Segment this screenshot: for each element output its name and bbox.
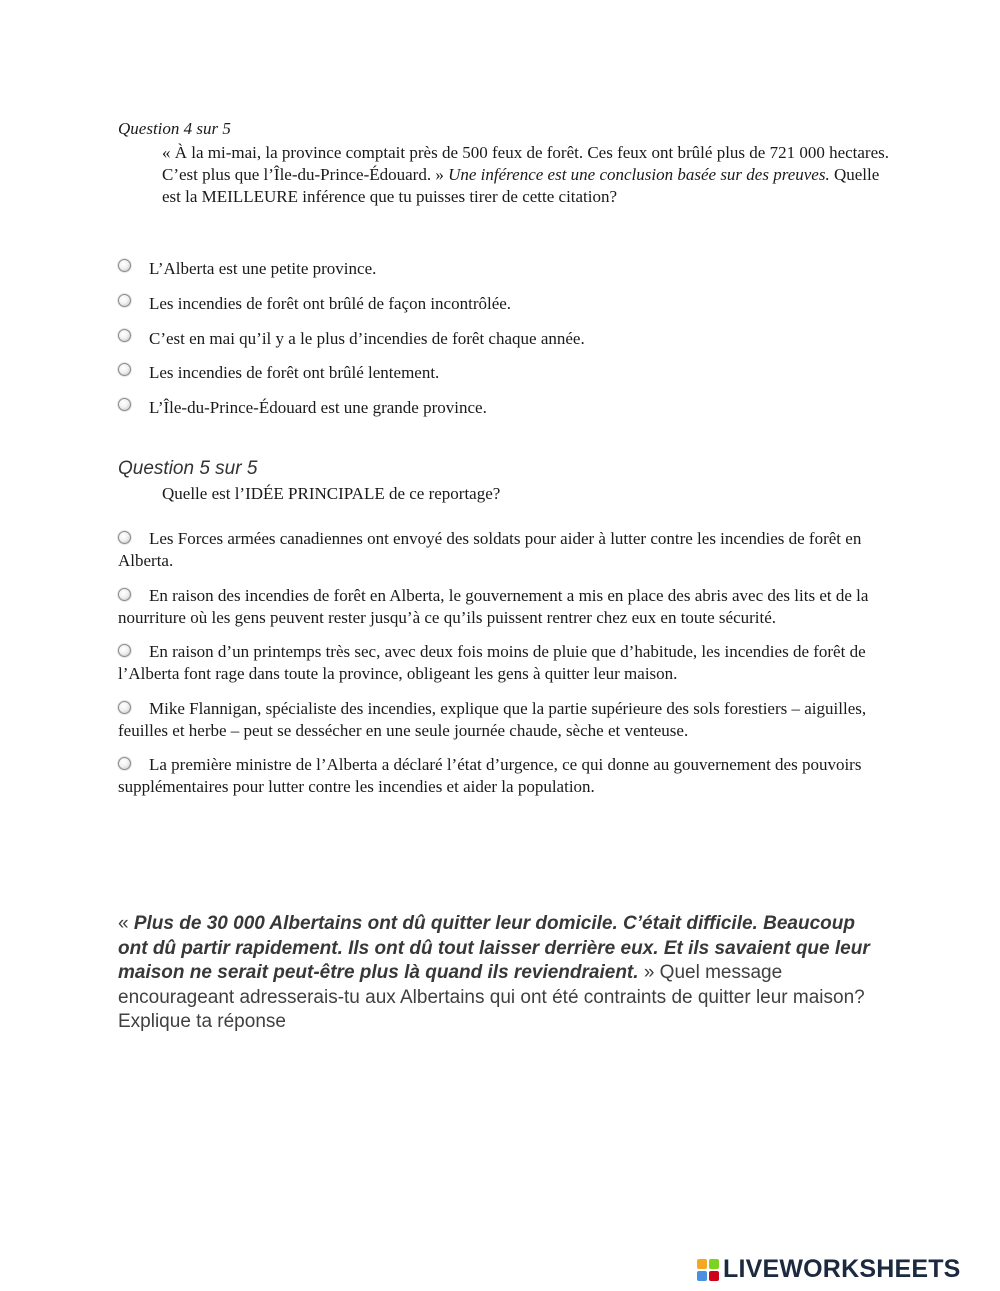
radio-button-icon[interactable] — [118, 259, 131, 272]
open-quote-mark: « — [118, 913, 134, 934]
radio-button-icon[interactable] — [118, 757, 131, 770]
logo-block — [697, 1271, 707, 1281]
question-5-option-4[interactable] — [118, 698, 878, 742]
question-5-option-1[interactable] — [118, 528, 878, 572]
question-4-option-2[interactable] — [118, 289, 878, 324]
question-4-option-5[interactable] — [118, 393, 878, 428]
radio-button-icon[interactable] — [118, 329, 131, 342]
logo-block — [697, 1259, 707, 1269]
liveworksheets-logo — [697, 1255, 961, 1284]
option-label: Les incendies de forêt ont brûlé de façon incontrôlée. — [149, 293, 512, 313]
question-4-prompt-part2: Quelle est la MEILLEURE inférence que tu puisses tirer de cette citation? — [162, 165, 880, 206]
question-4-title: Question 4 sur 5 — [118, 119, 231, 138]
option-label: C’est en mai qu’il y a le plus d’incendies de forêt chaque année. — [149, 328, 585, 348]
option-label: La première ministre de l’Alberta a déclaré l’état d’urgence, ce qui donne au gouvernement des pouvoirs supplémentaires pour lutter contre les incendies et aider la population. — [118, 755, 862, 796]
logo-block — [709, 1259, 719, 1269]
open-question-text: » Quel message encourageant adresserais-tu aux Albertains qui ont été contraints de quitter leur maison? Explique ta réponse — [118, 962, 865, 1032]
radio-button-icon[interactable] — [118, 398, 131, 411]
question-5-title: Question 5 sur 5 — [118, 458, 258, 479]
radio-button-icon[interactable] — [118, 531, 131, 544]
question-4-options — [118, 254, 878, 428]
question-5-options — [118, 528, 878, 811]
option-label: En raison des incendies de forêt en Alberta, le gouvernement a mis en place des abris avec des lits et de la nourriture où les gens peuvent rester jusqu’à ce qu’ils puissent rentrer chez eux en toute sécurité. — [118, 585, 869, 627]
radio-button-icon[interactable] — [118, 294, 131, 307]
question-5-option-5[interactable] — [118, 754, 878, 798]
question-4-prompt-part1: « À la mi-mai, la province comptait près de 500 feux de forêt. Ces feux ont brûlé plus de 721 000 hectares. C’est plus que l’Île-du-Prince-Édouard. » — [162, 143, 890, 184]
option-label: En raison d’un printemps très sec, avec deux fois moins de pluie que d’habitude, les incendies de forêt de l’Alberta font rage dans toute la province, obligeant les gens à quitter leur maison. — [118, 642, 866, 683]
option-label: L’Île-du-Prince-Édouard est une grande province. — [149, 398, 487, 418]
logo-blocks-icon — [697, 1259, 719, 1281]
question-5-option-2[interactable] — [118, 585, 878, 629]
radio-button-icon[interactable] — [118, 588, 131, 601]
question-4-prompt — [162, 142, 892, 208]
radio-button-icon[interactable] — [118, 644, 131, 657]
question-4-option-4[interactable] — [118, 358, 878, 393]
question-5-prompt: Quelle est l’IDÉE PRINCIPALE de ce reportage? — [162, 484, 501, 503]
question-4-prompt-italic: Une inférence est une conclusion basée sur des preuves. — [448, 165, 830, 184]
question-4-option-1[interactable] — [118, 254, 878, 289]
question-4-option-3[interactable] — [118, 324, 878, 359]
option-label: L’Alberta est une petite province. — [149, 259, 377, 278]
logo-block — [709, 1271, 719, 1281]
question-5-option-3[interactable] — [118, 641, 878, 685]
logo-text: LIVEWORKSHEETS — [723, 1255, 961, 1283]
radio-button-icon[interactable] — [118, 701, 131, 714]
option-label: Les Forces armées canadiennes ont envoyé des soldats pour aider à lutter contre les incendies de forêt en Alberta. — [118, 529, 862, 570]
open-question-bold-quote: Plus de 30 000 Albertains ont dû quitter leur domicile. C’était difficile. Beaucoup ont dû partir rapidement. Ils ont dû tout laisser derrière eux. Et ils savaient que leur maison ne serait peut-être plus là quand ils reviendraient. — [118, 913, 870, 983]
option-label: Les incendies de forêt ont brûlé lentement. — [149, 363, 440, 383]
option-label: Mike Flannigan, spécialiste des incendies, explique que la partie supérieure des sols forestiers – aiguilles, feuilles et herbe – peut se dessécher en une seule journée chaude, sèche et venteuse. — [118, 698, 867, 740]
open-question — [118, 912, 878, 1035]
radio-button-icon[interactable] — [118, 363, 131, 376]
